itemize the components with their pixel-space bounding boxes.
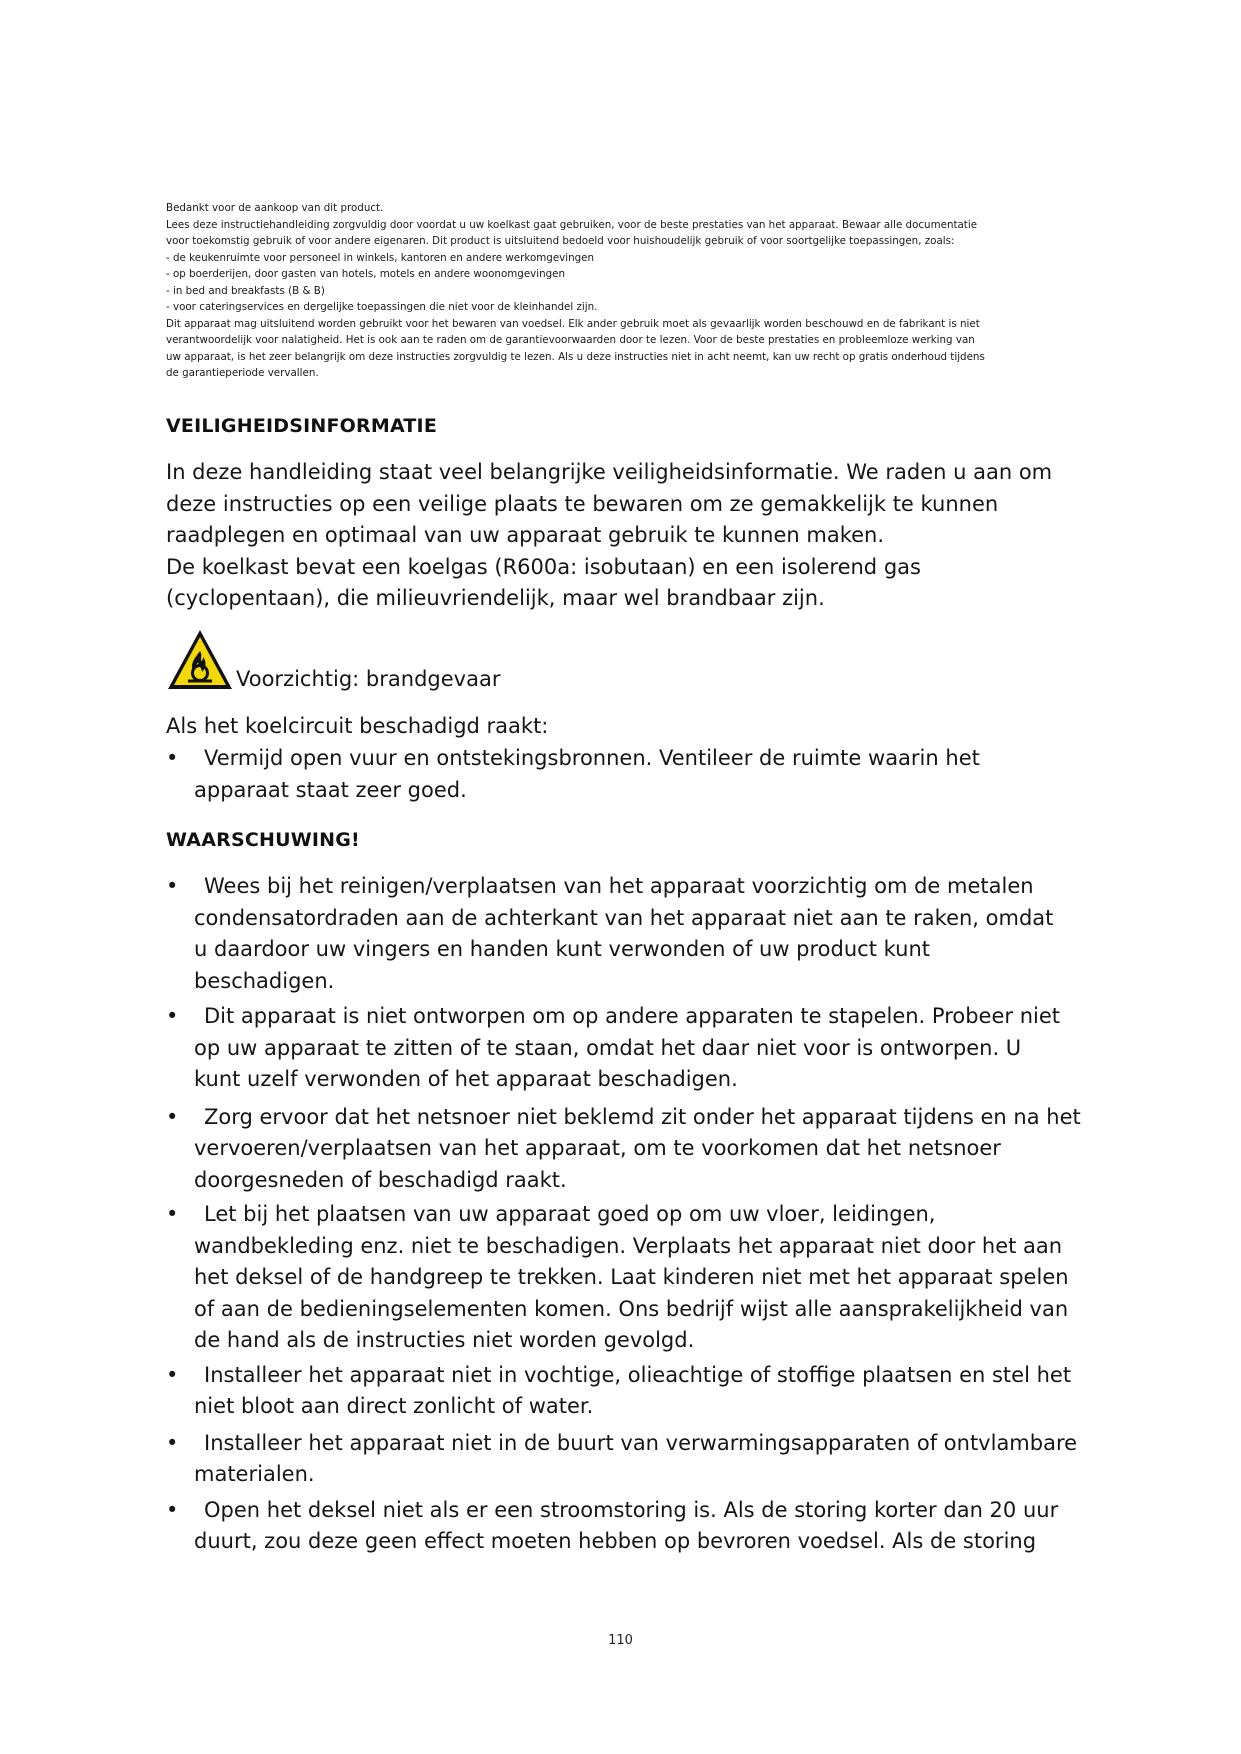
list-item	[166, 1001, 1081, 1096]
list-item-line: niet bloot aan direct zonlicht of water.	[194, 1394, 594, 1418]
intro-line: - voor cateringservices en dergelijke toepassingen die niet voor de kleinhandel zijn.	[166, 301, 598, 313]
list-item	[166, 871, 1081, 997]
safety-paragraph-line: De koelkast bevat een koelgas (R600a: isobutaan) en een isolerend gas	[166, 554, 921, 579]
intro-line: de garantieperiode vervallen.	[166, 367, 319, 379]
caution-label: Voorzichtig: brandgevaar	[236, 667, 501, 691]
list-item-line: op uw apparaat te zitten of te staan, omdat het daar niet voor is ontworpen. U	[194, 1035, 1022, 1060]
intro-block	[166, 200, 1046, 382]
circuit-intro-text: Als het koelcircuit beschadigd raakt:	[166, 714, 549, 738]
list-item-line: apparaat staat zeer goed.	[194, 777, 467, 802]
list-item-line: vervoeren/verplaatsen van het apparaat, om te voorkomen dat het netsnoer	[194, 1136, 1001, 1160]
list-item	[166, 1360, 1081, 1423]
list-item-line: Open het deksel niet als er een stroomstoring is. Als de storing korter dan 20 uur	[204, 1497, 1059, 1522]
intro-line: - de keukenruimte voor personeel in winkels, kantoren en andere werkomgevingen	[166, 251, 595, 264]
intro-line: Bedankt voor de aankoop van dit product.	[166, 202, 384, 214]
intro-line: - in bed and breakfasts (B & B)	[166, 284, 325, 297]
intro-line: uw apparaat, is het zeer belangrijk om deze instructies zorgvuldig te lezen. Als u deze instructies niet in acht neemt, kan uw recht op gratis onderhoud tijdens	[166, 350, 985, 363]
warning-bullet-list	[166, 871, 1081, 1562]
safety-heading: VEILIGHEIDSINFORMATIE	[166, 415, 438, 437]
bullet-icon: •	[166, 1362, 179, 1387]
flammable-warning-icon	[166, 628, 234, 692]
list-item	[166, 1102, 1081, 1197]
bullet-icon: •	[166, 746, 179, 770]
list-item-line: Let bij het plaatsen van uw apparaat goed op om uw vloer, leidingen,	[204, 1202, 936, 1226]
intro-line: - op boerderijen, door gasten van hotels, motels en andere woonomgevingen	[166, 268, 566, 280]
list-item-line: het deksel of de handgreep te trekken. Laat kinderen niet met het apparaat spelen	[194, 1265, 1069, 1289]
list-item	[166, 743, 980, 806]
list-item	[166, 1495, 1081, 1558]
intro-line: Dit apparaat mag uitsluitend worden gebruikt voor het bewaren van voedsel. Elk ander gebruik moet als gevaarlijk worden beschouwd en de fabrikant is niet	[166, 317, 980, 330]
bullet-icon: •	[166, 874, 179, 898]
list-item-line: materialen.	[194, 1462, 315, 1486]
safety-paragraph	[166, 457, 1052, 615]
safety-paragraph-line: In deze handleiding staat veel belangrijke veiligheidsinformatie. We raden u aan om	[166, 460, 1053, 484]
list-item-line: duurt, zou deze geen effect moeten hebben op bevroren voedsel. Als de storing	[194, 1529, 1037, 1553]
list-item-line: u daardoor uw vingers en handen kunt verwonden of uw product kunt	[194, 937, 930, 961]
bullet-icon: •	[166, 1497, 179, 1522]
list-item-line: Dit apparaat is niet ontworpen om op andere apparaten te stapelen. Probeer niet	[204, 1004, 1060, 1028]
list-item-line: kunt uzelf verwonden of het apparaat beschadigen.	[194, 1067, 738, 1091]
safety-paragraph-line: deze instructies op een veilige plaats te bewaren om ze gemakkelijk te kunnen	[166, 491, 999, 516]
list-item	[166, 1428, 1081, 1491]
list-item-line: of aan de bedieningselementen komen. Ons bedrijf wijst alle aansprakelijkheid van	[194, 1296, 1069, 1321]
warning-heading: WAARSCHUWING!	[166, 829, 360, 851]
list-item-line: Wees bij het reinigen/verplaatsen van het apparaat voorzichtig om de metalen	[204, 874, 1034, 898]
bullet-icon: •	[166, 1104, 179, 1129]
list-item-line: Installeer het apparaat niet in de buurt van verwarmingsapparaten of ontvlambare	[204, 1430, 1078, 1455]
list-item-line: condensatordraden aan de achterkant van het apparaat niet aan te raken, omdat	[194, 905, 1054, 930]
list-item-line: Vermijd open vuur en ontstekingsbronnen. Ventileer de ruimte waarin het	[204, 746, 980, 770]
list-item-line: beschadigen.	[194, 968, 335, 993]
intro-line: verantwoordelijk voor nalatigheid. Het is ook aan te raden om de garantievoorwaarden door te lezen. Voor de beste prestaties en probleemloze werking van	[166, 334, 975, 346]
page-number: 110	[608, 1633, 633, 1648]
intro-line: voor toekomstig gebruik of voor andere eigenaren. Dit product is uitsluitend bedoeld voor huishoudelijk gebruik of voor soortgelijke toepassingen, zoals:	[166, 235, 955, 247]
bullet-icon: •	[166, 1430, 179, 1455]
intro-line: Lees deze instructiehandleiding zorgvuldig door voordat u uw koelkast gaat gebruiken, voor de beste prestaties van het apparaat. Bewaar alle documentatie	[166, 218, 978, 231]
list-item	[166, 1199, 1081, 1357]
bullet-icon: •	[166, 1202, 179, 1226]
list-item-line: Installeer het apparaat niet in vochtige, olieachtige of stoffige plaatsen en stel het	[204, 1362, 1072, 1387]
safety-paragraph-line: (cyclopentaan), die milieuvriendelijk, maar wel brandbaar zijn.	[166, 586, 825, 610]
safety-paragraph-line: raadplegen en optimaal van uw apparaat gebruik te kunnen maken.	[166, 523, 885, 547]
list-item-line: de hand als de instructies niet worden gevolgd.	[194, 1328, 695, 1352]
circuit-intro	[166, 711, 548, 743]
list-item-line: Zorg ervoor dat het netsnoer niet beklemd zit onder het apparaat tijdens en na het	[204, 1104, 1081, 1129]
list-item-line: doorgesneden of beschadigd raakt.	[194, 1167, 567, 1192]
bullet-icon: •	[166, 1004, 179, 1028]
circuit-bullet-list	[166, 743, 980, 806]
list-item-line: wandbekleding enz. niet te beschadigen. Verplaats het apparaat niet door het aan	[194, 1233, 1063, 1258]
